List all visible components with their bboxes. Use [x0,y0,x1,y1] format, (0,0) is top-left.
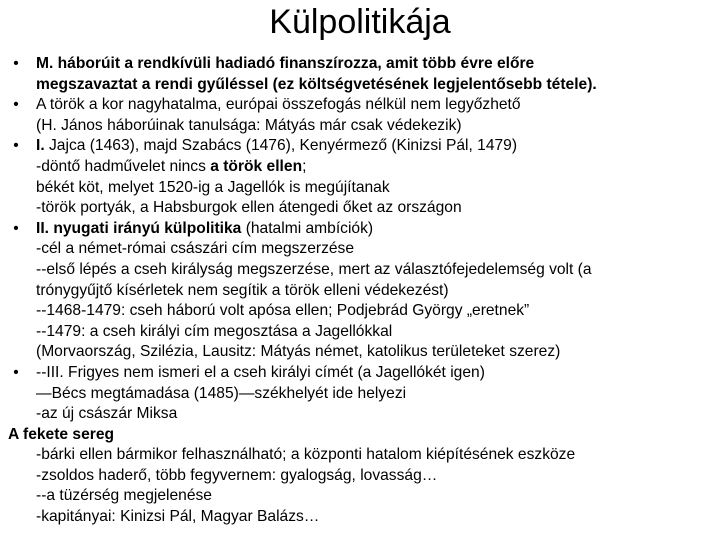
section-line: --a tüzérség megjelenése [36,487,212,505]
text-run: -cél a német-római császári cím megszerzése [36,240,355,258]
bullet-line [36,178,714,199]
bullet-line [36,239,714,260]
bullet-line [36,301,714,322]
text-run: békét köt, melyet 1520-ig a Jagellók is megújítanak [36,178,390,196]
bullet-line [36,198,714,219]
bullet-line [36,342,714,363]
text-run: (hatalmi ambíciók) [241,219,374,237]
text-run: -török portyák, a Habsburgok ellen átengedi őket az országon [36,199,462,217]
bullet-line [36,54,714,75]
bullet-icon: • [13,219,19,237]
bullet-line [36,95,714,116]
bullet-line [36,384,714,405]
bullet-item [8,363,714,425]
bullet-item [8,136,714,218]
bold-text: I. [36,137,45,155]
bullet-line [36,260,714,281]
bullet-icon: • [13,55,19,72]
bullet-line [36,75,714,96]
text-run: -az új császár Miksa [36,405,178,423]
text-run: trónygyűjtő kísérletek nem segítik a török elleni védekezést) [36,281,449,299]
text-run: --1468-1479: cseh háború volt apósa ellen; Podjebrád György „eretnek” [36,302,530,320]
bullet-item [8,219,714,363]
bullet-icon: • [13,363,19,381]
bullet-line [36,404,714,425]
bullet-line [36,281,714,302]
text-run: -döntő hadművelet nincs [36,157,211,175]
text-run: (H. János háborúinak tanulsága: Mátyás már csak védekezik) [36,116,462,134]
bold-text: M. háborúit a rendkívüli hadiadó finanszírozza, amit több évre előre [36,55,535,72]
section-line: -bárki ellen bármikor felhasználható; a központi hatalom kiépítésének eszköze [36,446,576,464]
bullet-icon: • [13,137,19,155]
bullet-item [8,95,714,136]
bullet-line [36,322,714,343]
text-run: --első lépés a cseh királyság megszerzése, mert az választófejedelemség volt (a [36,260,592,278]
bullet-line [36,157,714,178]
text-run: --III. Frigyes nem ismeri el a cseh királyi címét (a Jagellókét igen) [36,363,485,381]
section-heading: A fekete sereg [8,425,115,443]
bullet-icon: • [13,96,19,114]
slide-title: Külpolitikája [269,3,451,41]
text-run: --1479: a cseh királyi cím megosztása a Jagellókkal [36,322,393,340]
slide-content [8,54,714,528]
bullet-line [36,116,714,137]
text-run: —Bécs megtámadása (1485)—székhelyét ide helyezi [36,384,407,402]
text-run: ; [302,157,307,175]
bold-text: a török ellen [210,157,303,175]
section-line: -zsoldos haderő, több fegyvernem: gyalogság, lovasság… [36,466,438,484]
text-run: A török a kor nagyhatalma, európai összefogás nélkül nem legyőzhető [36,96,521,114]
section-line: -kapitányai: Kinizsi Pál, Magyar Balázs… [36,508,320,526]
bold-text: II. nyugati irányú külpolitika [36,219,242,237]
bold-text: megszavaztat a rendi gyűléssel (ez költségvetésének legjelentősebb tétele). [36,75,597,93]
bullet-item [8,54,714,95]
bullet-line [36,136,714,157]
text-run: (Morvaország, Szilézia, Lausitz: Mátyás német, katolikus területeket szerez) [36,343,561,361]
text-run: Jajca (1463), majd Szabács (1476), Kenyérmező (Kinizsi Pál, 1479) [44,137,518,155]
bullet-line [36,219,714,240]
bullet-line [36,363,714,384]
